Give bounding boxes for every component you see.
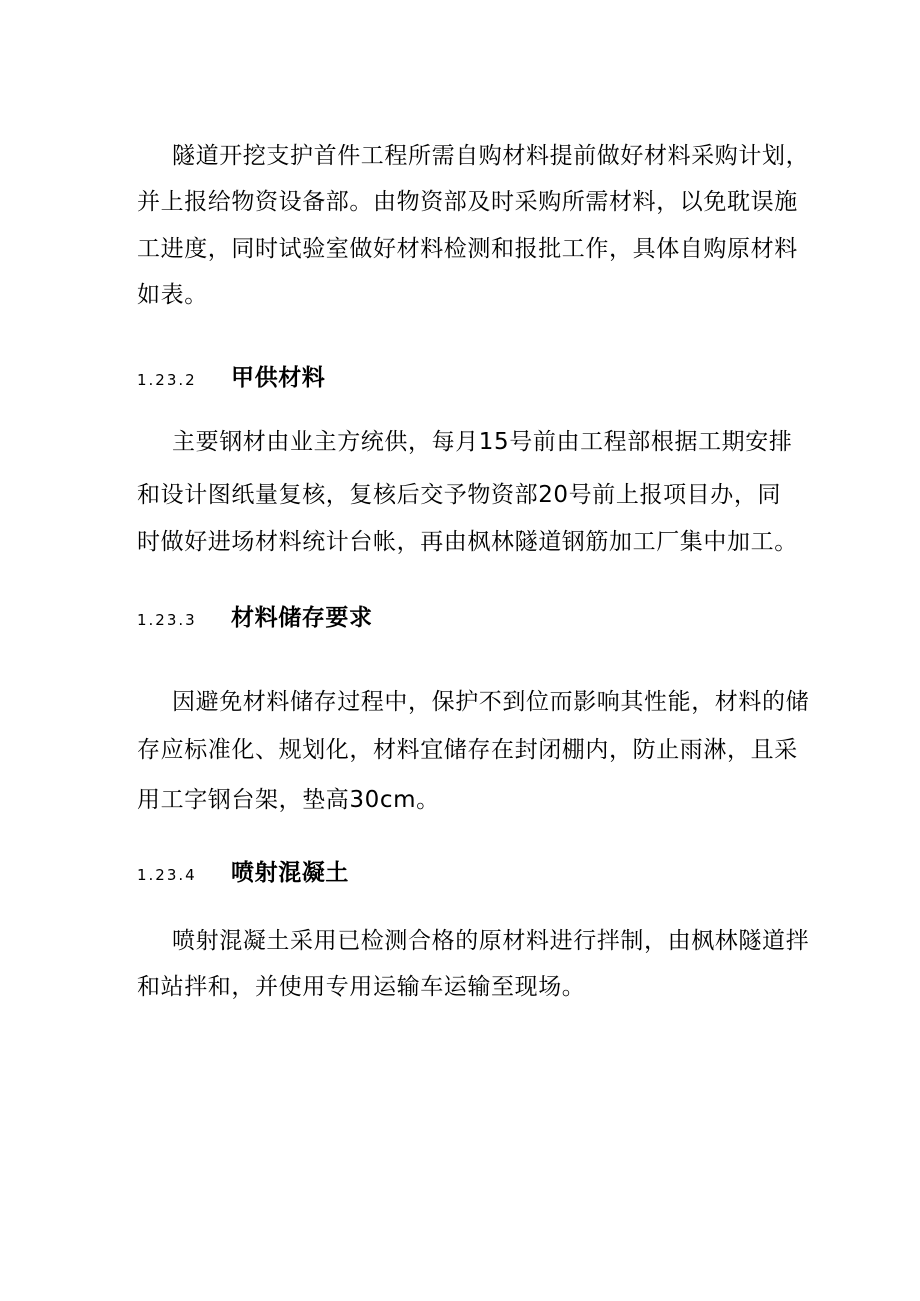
section-number: 1.23.2	[137, 371, 197, 389]
intro-line-1: 隧道开挖支护首件工程所需自购材料提前做好材料采购计划，	[172, 143, 810, 169]
section-number: 1.23.4	[137, 866, 197, 884]
section-1-23-2-line-1: 主要钢材由业主方统供，每月15号前由工程部根据工期安排	[172, 429, 793, 455]
section-1-23-3-line-3: 用工字钢台架，垫高30cm。	[137, 787, 440, 813]
section-1-23-4-line-1: 喷射混凝土采用已检测合格的原材料进行拌制，由枫林隧道拌	[172, 928, 810, 954]
section-title: 喷射混凝土	[231, 860, 349, 886]
section-number: 1.23.3	[137, 611, 197, 629]
intro-line-3: 工进度，同时试验室做好材料检测和报批工作，具体自购原材料	[137, 236, 798, 262]
section-1-23-3-line-2: 存应标准化、规划化，材料宜储存在封闭棚内，防止雨淋，且采	[137, 737, 798, 763]
section-1-23-4-line-2: 和站拌和，并使用专用运输车运输至现场。	[137, 974, 586, 1000]
intro-line-2: 并上报给物资设备部。由物资部及时采购所需材料，以免耽误施	[137, 189, 798, 215]
intro-line-4: 如表。	[137, 282, 208, 308]
section-title: 材料储存要求	[231, 605, 373, 631]
section-1-23-2-line-2: 和设计图纸量复核，复核后交予物资部20号前上报项目办，同	[137, 482, 782, 508]
section-title: 甲供材料	[231, 365, 326, 391]
section-1-23-3-line-1: 因避免材料储存过程中，保护不到位而影响其性能，材料的储	[172, 689, 810, 715]
section-1-23-2-line-3: 时做好进场材料统计台帐，再由枫林隧道钢筋加工厂集中加工。	[137, 529, 798, 555]
